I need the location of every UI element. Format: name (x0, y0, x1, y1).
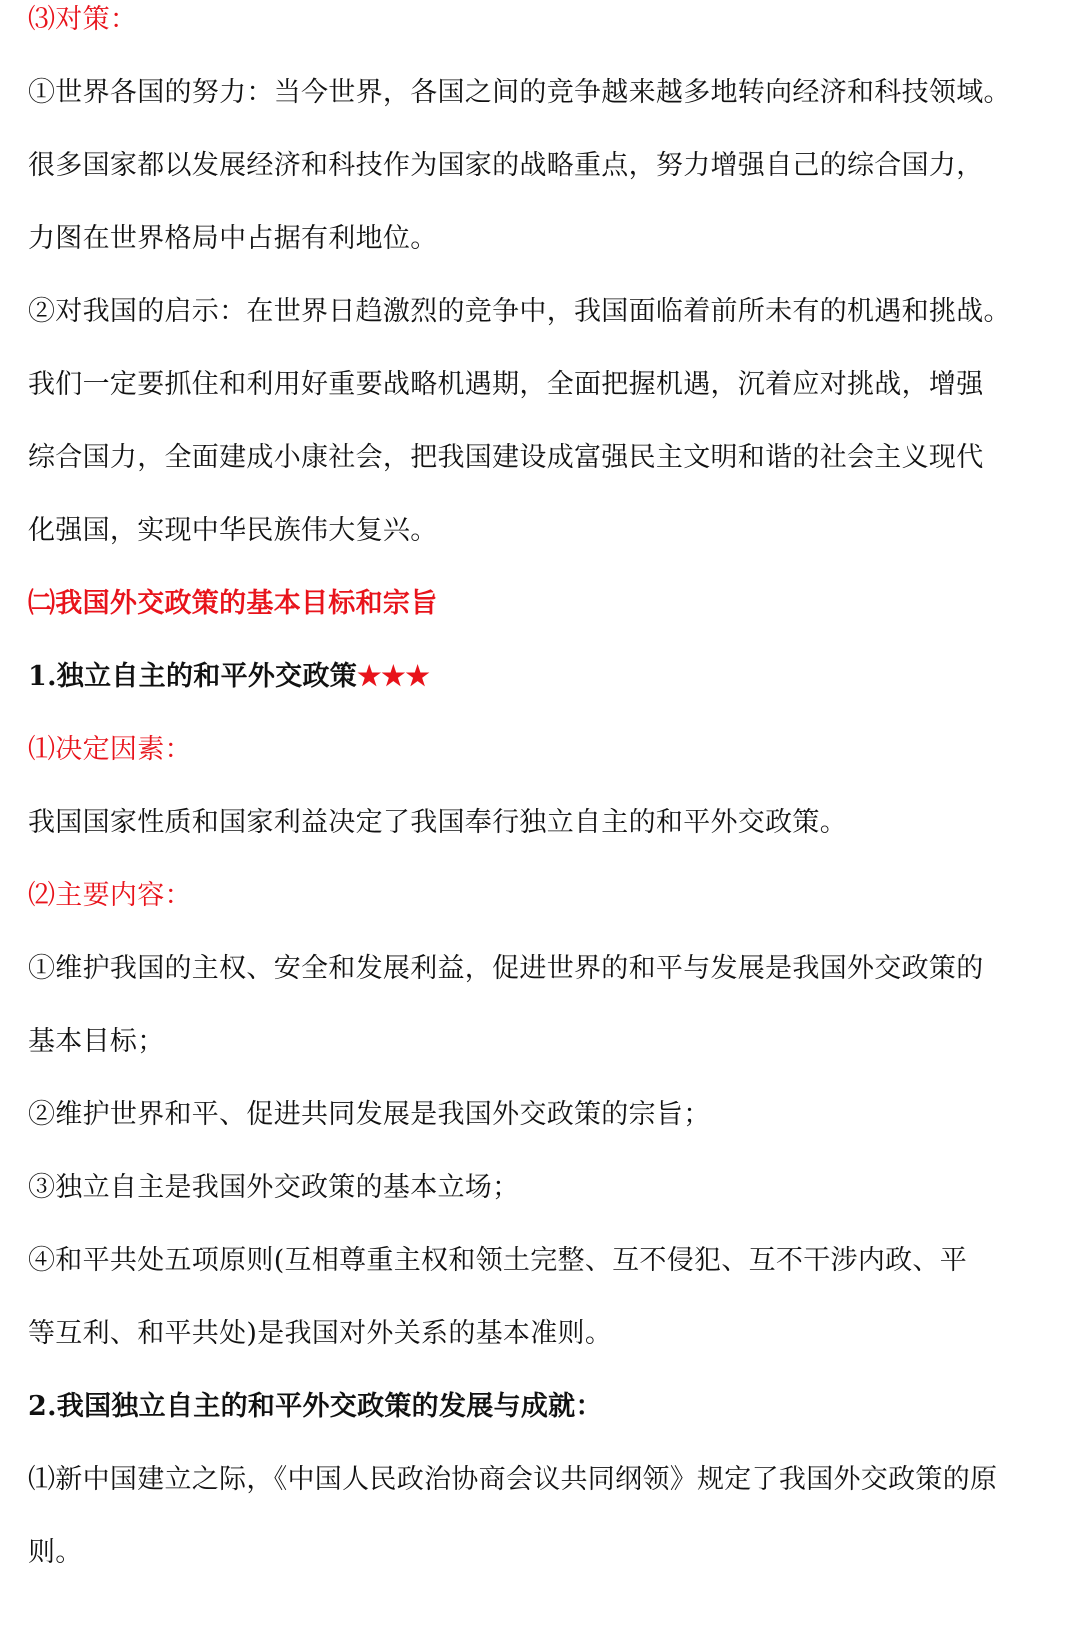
star-rating-icon: ★★★ (357, 661, 430, 692)
subsection-heading-main-content: ⑵主要内容： (28, 880, 192, 911)
paragraph-line: 基本目标； (28, 1026, 165, 1057)
paragraph-line: 力图在世界格局中占据有利地位。 (28, 223, 438, 254)
paragraph-line: ③独立自主是我国外交政策的基本立场； (28, 1172, 520, 1203)
paragraph-line: 化强国，实现中华民族伟大复兴。 (28, 515, 438, 546)
subsection-heading-determining-factors: ⑴决定因素： (28, 734, 192, 765)
heading-text: 1.独立自主的和平外交政策 (28, 661, 358, 692)
subsection-heading-countermeasures: ⑶对策： (28, 4, 138, 35)
paragraph-line: ⑴新中国建立之际，《中国人民政治协商会议共同纲领》规定了我国外交政策的原 (28, 1464, 998, 1495)
paragraph-line: 等互利、和平共处)是我国对外关系的基本准则。 (28, 1318, 613, 1349)
paragraph-line: 我国国家性质和国家利益决定了我国奉行独立自主的和平外交政策。 (28, 807, 847, 838)
numbered-heading-development: 2.我国独立自主的和平外交政策的发展与成就： (28, 1391, 603, 1422)
paragraph-line: ①维护我国的主权、安全和发展利益，促进世界的和平与发展是我国外交政策的 (28, 953, 984, 984)
paragraph-line: ②维护世界和平、促进共同发展是我国外交政策的宗旨； (28, 1099, 711, 1130)
section-heading-foreign-policy: ㈡我国外交政策的基本目标和宗旨 (28, 588, 438, 619)
paragraph-line: ②对我国的启示：在世界日趋激烈的竞争中，我国面临着前所未有的机遇和挑战。 (28, 296, 1011, 327)
paragraph-line: 很多国家都以发展经济和科技作为国家的战略重点，努力增强自己的综合国力， (28, 150, 984, 181)
paragraph-line: 我们一定要抓住和利用好重要战略机遇期，全面把握机遇，沉着应对挑战，增强 (28, 369, 984, 400)
paragraph-line: ④和平共处五项原则(互相尊重主权和领土完整、互不侵犯、互不干涉内政、平 (28, 1245, 968, 1276)
paragraph-line: 则。 (28, 1537, 83, 1568)
paragraph-line: ①世界各国的努力：当今世界，各国之间的竞争越来越多地转向经济和科技领域。 (28, 77, 1011, 108)
numbered-heading-peaceful-policy (28, 657, 1058, 697)
paragraph-line: 综合国力，全面建成小康社会，把我国建设成富强民主文明和谐的社会主义现代 (28, 442, 984, 473)
